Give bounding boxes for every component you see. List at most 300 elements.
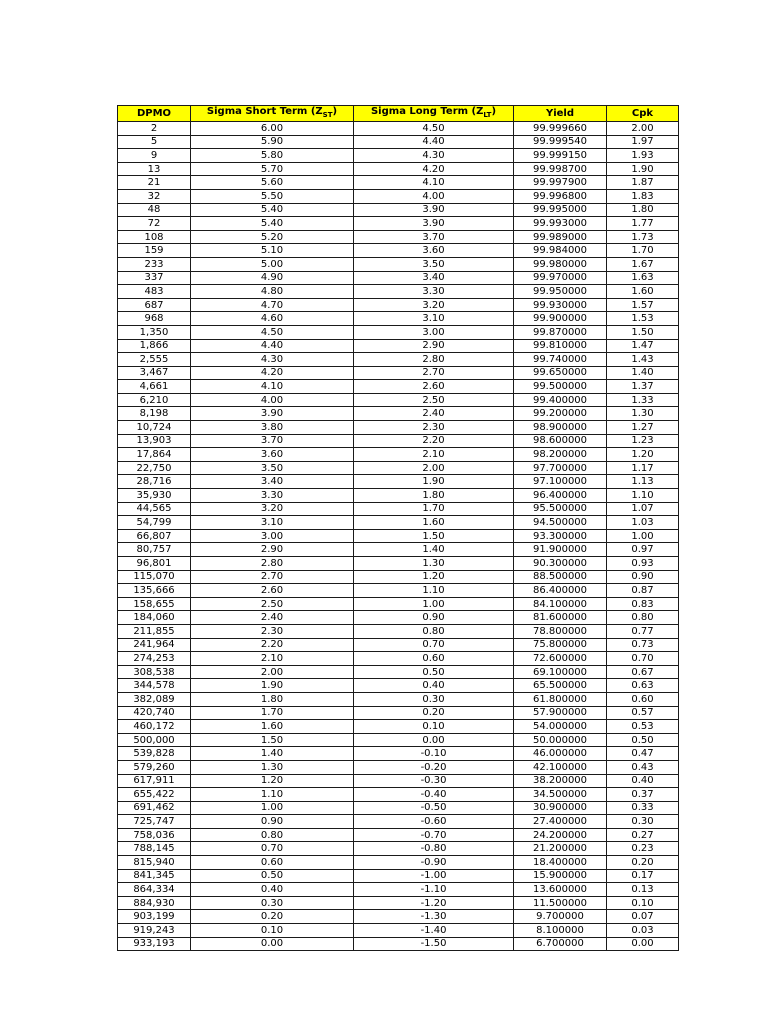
table-row (118, 502, 679, 516)
table-row (118, 162, 679, 176)
cell-dpmo: 6,210 (118, 393, 191, 407)
table-row (118, 353, 679, 367)
cell-dpmo: 933,193 (118, 937, 191, 951)
cell-yield: 99.900000 (514, 312, 607, 326)
cell-cpk: 0.00 (607, 937, 679, 951)
cell-cpk: 1.63 (607, 271, 679, 285)
table-row (118, 149, 679, 163)
cell-sigma-short-term: 0.30 (191, 896, 354, 910)
cell-dpmo: 10,724 (118, 421, 191, 435)
cell-sigma-short-term: 2.80 (191, 557, 354, 571)
header-yield: Yield (514, 106, 607, 122)
cell-cpk: 1.20 (607, 448, 679, 462)
cell-cpk: 0.53 (607, 720, 679, 734)
cell-yield: 78.800000 (514, 624, 607, 638)
cell-sigma-long-term: -0.50 (354, 801, 514, 815)
cell-dpmo: 2,555 (118, 353, 191, 367)
cell-sigma-long-term: 2.00 (354, 461, 514, 475)
table-row (118, 706, 679, 720)
cell-yield: 99.984000 (514, 244, 607, 258)
header-sigma-short-term-sub: ST (322, 111, 333, 119)
cell-yield: 57.900000 (514, 706, 607, 720)
cell-cpk: 0.60 (607, 692, 679, 706)
cell-sigma-short-term: 2.00 (191, 665, 354, 679)
cell-cpk: 1.00 (607, 529, 679, 543)
cell-sigma-long-term: -0.10 (354, 747, 514, 761)
cell-dpmo: 919,243 (118, 924, 191, 938)
cell-cpk: 0.33 (607, 801, 679, 815)
cell-yield: 99.999660 (514, 122, 607, 136)
cell-yield: 97.700000 (514, 461, 607, 475)
cell-sigma-long-term: 1.10 (354, 584, 514, 598)
cell-cpk: 1.23 (607, 434, 679, 448)
cell-dpmo: 108 (118, 230, 191, 244)
cell-dpmo: 864,334 (118, 883, 191, 897)
cell-sigma-short-term: 1.40 (191, 747, 354, 761)
cell-cpk: 1.07 (607, 502, 679, 516)
cell-cpk: 0.10 (607, 896, 679, 910)
cell-yield: 98.900000 (514, 421, 607, 435)
cell-yield: 95.500000 (514, 502, 607, 516)
header-sigma-long-term: Sigma Long Term $(Z_{LT})$ (354, 106, 514, 122)
table-row (118, 380, 679, 394)
cell-sigma-long-term: 1.70 (354, 502, 514, 516)
cell-sigma-long-term: 0.90 (354, 611, 514, 625)
cell-sigma-short-term: 3.50 (191, 461, 354, 475)
cell-dpmo: 539,828 (118, 747, 191, 761)
cell-dpmo: 8,198 (118, 407, 191, 421)
cell-dpmo: 159 (118, 244, 191, 258)
cell-sigma-long-term: 1.00 (354, 597, 514, 611)
cell-cpk: 1.83 (607, 189, 679, 203)
table-row (118, 788, 679, 802)
cell-sigma-long-term: -1.30 (354, 910, 514, 924)
cell-sigma-long-term: 0.40 (354, 679, 514, 693)
cell-cpk: 0.57 (607, 706, 679, 720)
cell-yield: 99.997900 (514, 176, 607, 190)
cell-dpmo: 500,000 (118, 733, 191, 747)
table-row (118, 529, 679, 543)
cell-dpmo: 3,467 (118, 366, 191, 380)
cell-cpk: 0.77 (607, 624, 679, 638)
header-dpmo: DPMO (118, 106, 191, 122)
cell-sigma-short-term: 3.60 (191, 448, 354, 462)
header-sigma-long-term-sub: LT (483, 111, 492, 119)
cell-sigma-short-term: 3.20 (191, 502, 354, 516)
table-row (118, 203, 679, 217)
cell-yield: 99.650000 (514, 366, 607, 380)
cell-yield: 84.100000 (514, 597, 607, 611)
cell-cpk: 1.27 (607, 421, 679, 435)
cell-cpk: 1.43 (607, 353, 679, 367)
cell-sigma-short-term: 3.40 (191, 475, 354, 489)
table-row (118, 584, 679, 598)
table-row (118, 366, 679, 380)
table-row (118, 122, 679, 136)
cell-sigma-long-term: 1.90 (354, 475, 514, 489)
cell-sigma-long-term: 2.70 (354, 366, 514, 380)
cell-yield: 99.400000 (514, 393, 607, 407)
cell-dpmo: 2 (118, 122, 191, 136)
cell-dpmo: 337 (118, 271, 191, 285)
cell-yield: 91.900000 (514, 543, 607, 557)
cell-sigma-long-term: -1.20 (354, 896, 514, 910)
sigma-conversion-table (117, 105, 679, 951)
table-row (118, 557, 679, 571)
cell-yield: 72.600000 (514, 652, 607, 666)
cell-yield: 99.995000 (514, 203, 607, 217)
cell-dpmo: 841,345 (118, 869, 191, 883)
cell-sigma-short-term: 3.80 (191, 421, 354, 435)
table-row (118, 692, 679, 706)
table-row (118, 312, 679, 326)
cell-yield: 99.998700 (514, 162, 607, 176)
cell-sigma-long-term: 3.50 (354, 257, 514, 271)
cell-yield: 99.500000 (514, 380, 607, 394)
cell-sigma-short-term: 2.70 (191, 570, 354, 584)
cell-dpmo: 13 (118, 162, 191, 176)
cell-sigma-short-term: 3.10 (191, 516, 354, 530)
cell-cpk: 0.40 (607, 774, 679, 788)
table-row (118, 230, 679, 244)
cell-sigma-short-term: 3.30 (191, 489, 354, 503)
cell-yield: 65.500000 (514, 679, 607, 693)
cell-sigma-short-term: 6.00 (191, 122, 354, 136)
table-row (118, 801, 679, 815)
cell-sigma-short-term: 2.10 (191, 652, 354, 666)
table-row (118, 869, 679, 883)
table-row (118, 475, 679, 489)
cell-sigma-short-term: 3.90 (191, 407, 354, 421)
cell-yield: 42.100000 (514, 760, 607, 774)
cell-dpmo: 579,260 (118, 760, 191, 774)
cell-sigma-short-term: 4.10 (191, 380, 354, 394)
cell-yield: 99.870000 (514, 325, 607, 339)
cell-cpk: 1.93 (607, 149, 679, 163)
table-row (118, 570, 679, 584)
cell-yield: 34.500000 (514, 788, 607, 802)
cell-sigma-short-term: 1.70 (191, 706, 354, 720)
cell-cpk: 1.57 (607, 298, 679, 312)
cell-cpk: 0.97 (607, 543, 679, 557)
cell-yield: 11.500000 (514, 896, 607, 910)
cell-yield: 99.810000 (514, 339, 607, 353)
cell-yield: 50.000000 (514, 733, 607, 747)
cell-cpk: 0.63 (607, 679, 679, 693)
cell-sigma-long-term: -0.30 (354, 774, 514, 788)
cell-dpmo: 687 (118, 298, 191, 312)
cell-sigma-long-term: 0.60 (354, 652, 514, 666)
table-row (118, 937, 679, 951)
cell-dpmo: 13,903 (118, 434, 191, 448)
cell-cpk: 1.70 (607, 244, 679, 258)
cell-dpmo: 274,253 (118, 652, 191, 666)
cell-dpmo: 788,145 (118, 842, 191, 856)
cell-yield: 99.970000 (514, 271, 607, 285)
cell-dpmo: 17,864 (118, 448, 191, 462)
cell-cpk: 0.80 (607, 611, 679, 625)
table-row (118, 285, 679, 299)
cell-sigma-long-term: 1.40 (354, 543, 514, 557)
cell-sigma-long-term: 2.80 (354, 353, 514, 367)
cell-sigma-short-term: 0.40 (191, 883, 354, 897)
cell-dpmo: 54,799 (118, 516, 191, 530)
header-sigma-long-term-label: Sigma Long Term (Z (370, 106, 484, 117)
cell-sigma-short-term: 1.60 (191, 720, 354, 734)
cell-sigma-short-term: 1.50 (191, 733, 354, 747)
cell-sigma-short-term: 2.60 (191, 584, 354, 598)
cell-yield: 30.900000 (514, 801, 607, 815)
table-row (118, 461, 679, 475)
cell-sigma-long-term: -1.40 (354, 924, 514, 938)
cell-sigma-short-term: 1.80 (191, 692, 354, 706)
cell-dpmo: 184,060 (118, 611, 191, 625)
cell-dpmo: 460,172 (118, 720, 191, 734)
cell-sigma-short-term: 0.60 (191, 856, 354, 870)
cell-dpmo: 725,747 (118, 815, 191, 829)
table-row (118, 760, 679, 774)
cell-cpk: 1.80 (607, 203, 679, 217)
cell-dpmo: 344,578 (118, 679, 191, 693)
cell-sigma-long-term: -0.80 (354, 842, 514, 856)
table-row (118, 298, 679, 312)
cell-sigma-long-term: 4.30 (354, 149, 514, 163)
cell-sigma-long-term: 3.90 (354, 217, 514, 231)
cell-sigma-long-term: 2.90 (354, 339, 514, 353)
cell-sigma-short-term: 4.40 (191, 339, 354, 353)
cell-sigma-long-term: 0.10 (354, 720, 514, 734)
header-sigma-short-term-label: Sigma Short Term (Z (206, 106, 323, 117)
cell-sigma-short-term: 0.90 (191, 815, 354, 829)
cell-sigma-long-term: -0.40 (354, 788, 514, 802)
cell-sigma-long-term: 4.40 (354, 135, 514, 149)
cell-cpk: 0.90 (607, 570, 679, 584)
cell-sigma-short-term: 2.30 (191, 624, 354, 638)
cell-dpmo: 211,855 (118, 624, 191, 638)
cell-sigma-short-term: 5.50 (191, 189, 354, 203)
cell-dpmo: 28,716 (118, 475, 191, 489)
table-row (118, 842, 679, 856)
cell-sigma-short-term: 2.50 (191, 597, 354, 611)
cell-dpmo: 158,655 (118, 597, 191, 611)
cell-yield: 27.400000 (514, 815, 607, 829)
table-row (118, 434, 679, 448)
cell-sigma-short-term: 1.10 (191, 788, 354, 802)
cell-cpk: 1.73 (607, 230, 679, 244)
cell-dpmo: 233 (118, 257, 191, 271)
table-row (118, 896, 679, 910)
cell-sigma-long-term: 2.60 (354, 380, 514, 394)
cell-sigma-short-term: 5.60 (191, 176, 354, 190)
cell-dpmo: 382,089 (118, 692, 191, 706)
table-row (118, 135, 679, 149)
cell-sigma-long-term: -1.10 (354, 883, 514, 897)
cell-sigma-short-term: 0.10 (191, 924, 354, 938)
cell-dpmo: 884,930 (118, 896, 191, 910)
table-row (118, 624, 679, 638)
cell-sigma-long-term: 2.20 (354, 434, 514, 448)
cell-cpk: 1.13 (607, 475, 679, 489)
cell-dpmo: 72 (118, 217, 191, 231)
cell-sigma-long-term: 4.00 (354, 189, 514, 203)
cell-yield: 98.200000 (514, 448, 607, 462)
cell-dpmo: 655,422 (118, 788, 191, 802)
cell-yield: 88.500000 (514, 570, 607, 584)
cell-cpk: 2.00 (607, 122, 679, 136)
cell-yield: 21.200000 (514, 842, 607, 856)
cell-yield: 99.200000 (514, 407, 607, 421)
cell-yield: 94.500000 (514, 516, 607, 530)
cell-sigma-long-term: 1.80 (354, 489, 514, 503)
cell-dpmo: 617,911 (118, 774, 191, 788)
cell-sigma-long-term: 3.30 (354, 285, 514, 299)
cell-cpk: 0.67 (607, 665, 679, 679)
cell-dpmo: 96,801 (118, 557, 191, 571)
cell-sigma-long-term: 2.50 (354, 393, 514, 407)
cell-sigma-long-term: -0.70 (354, 828, 514, 842)
cell-dpmo: 691,462 (118, 801, 191, 815)
cell-sigma-short-term: 5.40 (191, 217, 354, 231)
table-row (118, 244, 679, 258)
cell-cpk: 0.73 (607, 638, 679, 652)
table-row (118, 516, 679, 530)
cell-sigma-short-term: 0.50 (191, 869, 354, 883)
cell-dpmo: 22,750 (118, 461, 191, 475)
header-row (118, 106, 679, 122)
cell-yield: 97.100000 (514, 475, 607, 489)
cell-cpk: 0.03 (607, 924, 679, 938)
cell-sigma-short-term: 4.30 (191, 353, 354, 367)
cell-sigma-short-term: 5.70 (191, 162, 354, 176)
cell-cpk: 0.07 (607, 910, 679, 924)
cell-yield: 15.900000 (514, 869, 607, 883)
cell-dpmo: 968 (118, 312, 191, 326)
cell-dpmo: 815,940 (118, 856, 191, 870)
cell-dpmo: 420,740 (118, 706, 191, 720)
cell-dpmo: 5 (118, 135, 191, 149)
table-row (118, 815, 679, 829)
cell-sigma-short-term: 4.90 (191, 271, 354, 285)
cell-yield: 8.100000 (514, 924, 607, 938)
cell-dpmo: 758,036 (118, 828, 191, 842)
cell-sigma-long-term: -0.20 (354, 760, 514, 774)
cell-sigma-short-term: 2.20 (191, 638, 354, 652)
table-row (118, 176, 679, 190)
table-row (118, 720, 679, 734)
table-row (118, 638, 679, 652)
cell-sigma-short-term: 4.60 (191, 312, 354, 326)
table-row (118, 747, 679, 761)
cell-yield: 75.800000 (514, 638, 607, 652)
cell-sigma-long-term: 3.00 (354, 325, 514, 339)
cell-sigma-long-term: 0.30 (354, 692, 514, 706)
table-row (118, 325, 679, 339)
cell-sigma-long-term: 4.10 (354, 176, 514, 190)
cell-yield: 18.400000 (514, 856, 607, 870)
cell-sigma-short-term: 3.70 (191, 434, 354, 448)
cell-dpmo: 9 (118, 149, 191, 163)
cell-sigma-long-term: 1.50 (354, 529, 514, 543)
table-row (118, 665, 679, 679)
cell-sigma-long-term: 0.50 (354, 665, 514, 679)
cell-yield: 98.600000 (514, 434, 607, 448)
cell-sigma-long-term: 0.80 (354, 624, 514, 638)
cell-cpk: 0.37 (607, 788, 679, 802)
cell-dpmo: 80,757 (118, 543, 191, 557)
table-row (118, 217, 679, 231)
cell-sigma-long-term: 0.20 (354, 706, 514, 720)
cell-sigma-short-term: 5.00 (191, 257, 354, 271)
table-row (118, 421, 679, 435)
cell-yield: 99.996800 (514, 189, 607, 203)
cell-sigma-short-term: 4.00 (191, 393, 354, 407)
table-row (118, 339, 679, 353)
cell-sigma-long-term: -0.60 (354, 815, 514, 829)
cell-yield: 96.400000 (514, 489, 607, 503)
cell-dpmo: 241,964 (118, 638, 191, 652)
cell-cpk: 1.37 (607, 380, 679, 394)
table-row (118, 407, 679, 421)
cell-dpmo: 4,661 (118, 380, 191, 394)
cell-sigma-short-term: 1.20 (191, 774, 354, 788)
cell-sigma-short-term: 1.30 (191, 760, 354, 774)
cell-sigma-long-term: 0.00 (354, 733, 514, 747)
cell-sigma-short-term: 4.20 (191, 366, 354, 380)
cell-yield: 81.600000 (514, 611, 607, 625)
cell-cpk: 1.30 (607, 407, 679, 421)
cell-dpmo: 135,666 (118, 584, 191, 598)
cell-sigma-long-term: 2.40 (354, 407, 514, 421)
table-row (118, 652, 679, 666)
cell-sigma-short-term: 0.00 (191, 937, 354, 951)
cell-sigma-long-term: -1.00 (354, 869, 514, 883)
cell-dpmo: 21 (118, 176, 191, 190)
cell-yield: 6.700000 (514, 937, 607, 951)
cell-cpk: 1.03 (607, 516, 679, 530)
cell-cpk: 0.43 (607, 760, 679, 774)
cell-sigma-short-term: 2.90 (191, 543, 354, 557)
cell-yield: 24.200000 (514, 828, 607, 842)
table-row (118, 924, 679, 938)
table-row (118, 883, 679, 897)
cell-dpmo: 35,930 (118, 489, 191, 503)
cell-cpk: 1.53 (607, 312, 679, 326)
cell-sigma-short-term: 0.80 (191, 828, 354, 842)
cell-sigma-long-term: 0.70 (354, 638, 514, 652)
table-row (118, 271, 679, 285)
table-body (118, 122, 679, 951)
cell-sigma-long-term: -0.90 (354, 856, 514, 870)
cell-yield: 99.989000 (514, 230, 607, 244)
cell-sigma-short-term: 3.00 (191, 529, 354, 543)
cell-sigma-long-term: 3.40 (354, 271, 514, 285)
cell-sigma-short-term: 4.70 (191, 298, 354, 312)
cell-sigma-long-term: 2.10 (354, 448, 514, 462)
cell-sigma-long-term: 4.20 (354, 162, 514, 176)
cell-yield: 69.100000 (514, 665, 607, 679)
cell-cpk: 0.27 (607, 828, 679, 842)
cell-cpk: 1.50 (607, 325, 679, 339)
cell-dpmo: 308,538 (118, 665, 191, 679)
cell-cpk: 1.47 (607, 339, 679, 353)
cell-sigma-long-term: 3.70 (354, 230, 514, 244)
cell-sigma-long-term: 1.60 (354, 516, 514, 530)
cell-sigma-short-term: 4.80 (191, 285, 354, 299)
cell-cpk: 0.23 (607, 842, 679, 856)
cell-sigma-short-term: 1.00 (191, 801, 354, 815)
cell-sigma-long-term: 2.30 (354, 421, 514, 435)
cell-cpk: 1.90 (607, 162, 679, 176)
